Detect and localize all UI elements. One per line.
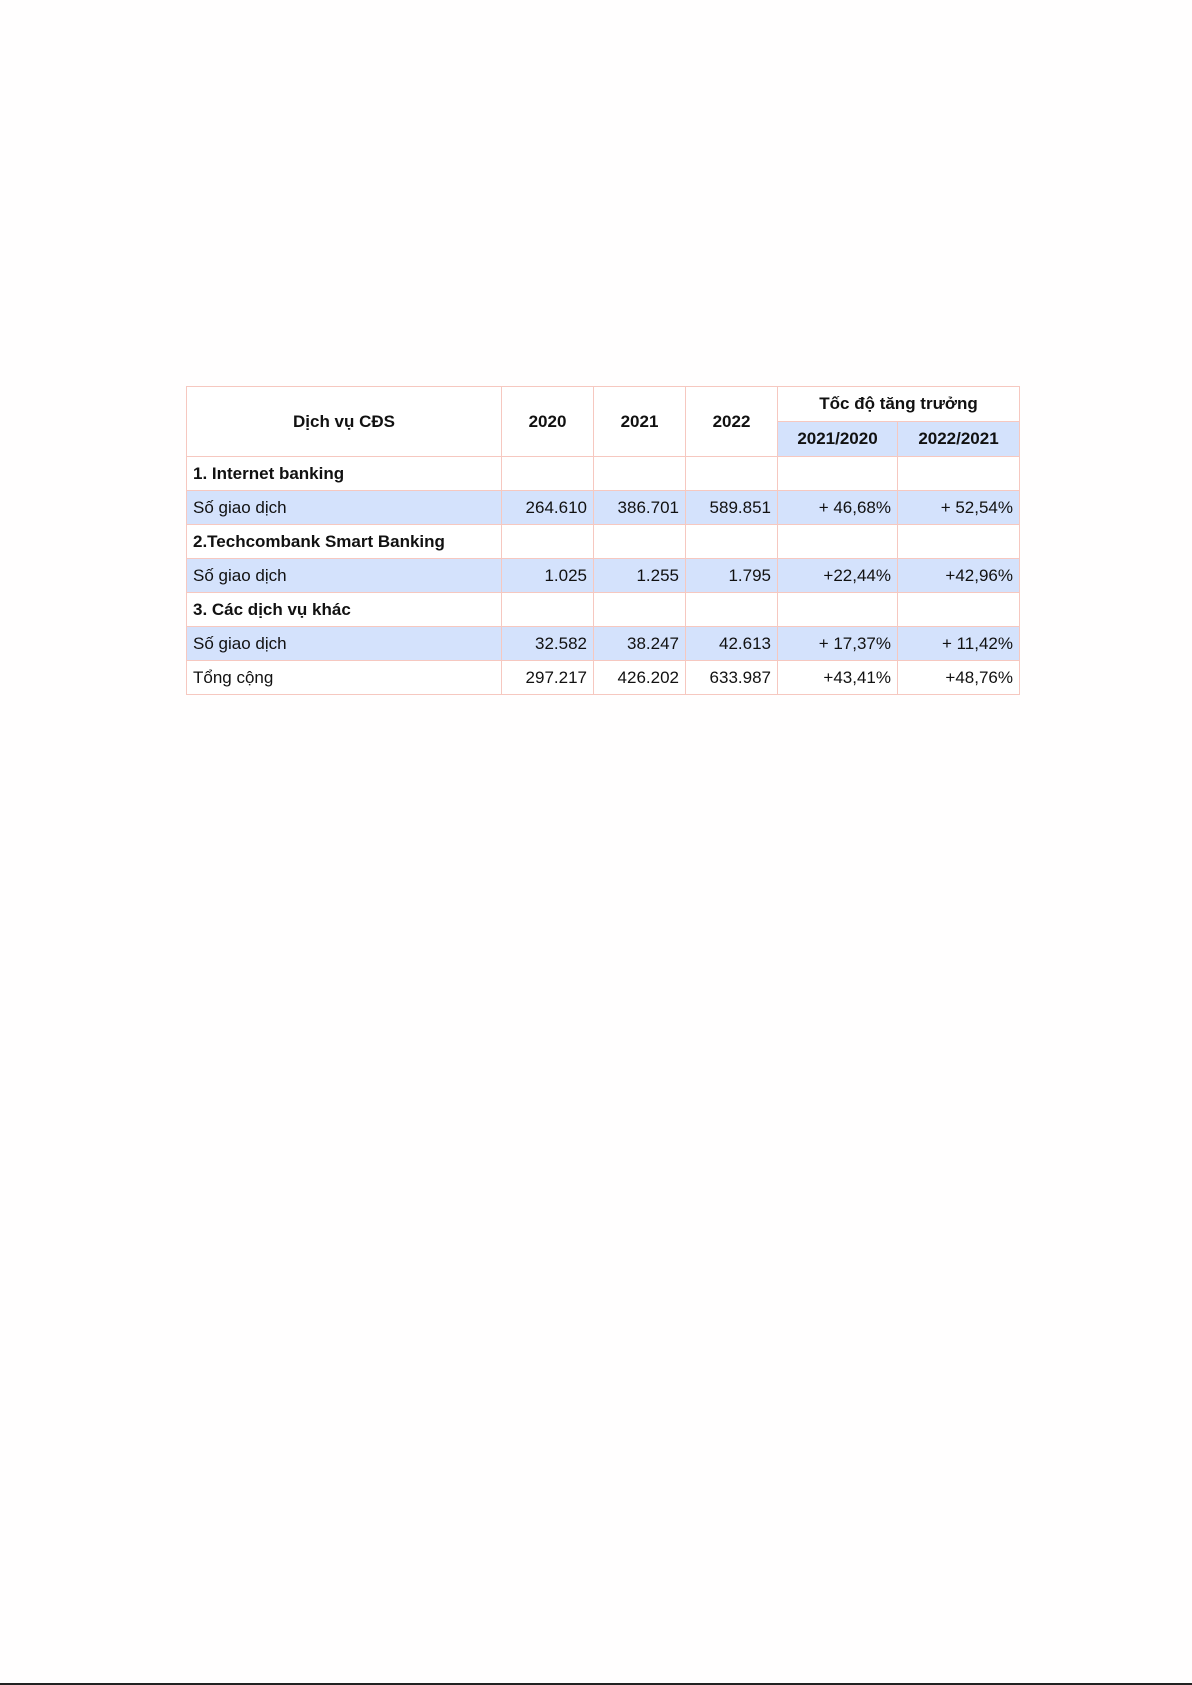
section-title: 1. Internet banking bbox=[187, 457, 502, 491]
growth-2022-2021: + 11,42% bbox=[898, 627, 1020, 661]
section-row bbox=[187, 525, 1020, 559]
value-2020: 1.025 bbox=[502, 559, 594, 593]
header-row-1 bbox=[187, 387, 1020, 422]
header-service: Dịch vụ CĐS bbox=[187, 387, 502, 457]
total-label: Tổng cộng bbox=[187, 661, 502, 695]
value-2022: 42.613 bbox=[686, 627, 778, 661]
value-2022: 1.795 bbox=[686, 559, 778, 593]
row-label: Số giao dịch bbox=[187, 627, 502, 661]
total-2022: 633.987 bbox=[686, 661, 778, 695]
total-2020: 297.217 bbox=[502, 661, 594, 695]
header-growth-2022-2021: 2022/2021 bbox=[898, 422, 1020, 457]
total-growth-2022-2021: +48,76% bbox=[898, 661, 1020, 695]
header-year-2020: 2020 bbox=[502, 387, 594, 457]
value-2021: 386.701 bbox=[594, 491, 686, 525]
growth-2022-2021: + 52,54% bbox=[898, 491, 1020, 525]
value-2020: 32.582 bbox=[502, 627, 594, 661]
section-row bbox=[187, 457, 1020, 491]
table-row bbox=[187, 627, 1020, 661]
header-year-2021: 2021 bbox=[594, 387, 686, 457]
value-2021: 38.247 bbox=[594, 627, 686, 661]
value-2022: 589.851 bbox=[686, 491, 778, 525]
row-label: Số giao dịch bbox=[187, 559, 502, 593]
header-growth-2021-2020: 2021/2020 bbox=[778, 422, 898, 457]
header-year-2022: 2022 bbox=[686, 387, 778, 457]
total-growth-2021-2020: +43,41% bbox=[778, 661, 898, 695]
growth-2021-2020: + 46,68% bbox=[778, 491, 898, 525]
row-label: Số giao dịch bbox=[187, 491, 502, 525]
total-2021: 426.202 bbox=[594, 661, 686, 695]
table-row bbox=[187, 491, 1020, 525]
growth-2021-2020: +22,44% bbox=[778, 559, 898, 593]
table-row bbox=[187, 559, 1020, 593]
growth-2021-2020: + 17,37% bbox=[778, 627, 898, 661]
total-row bbox=[187, 661, 1020, 695]
section-title: 2.Techcombank Smart Banking bbox=[187, 525, 502, 559]
digital-services-table bbox=[186, 386, 1020, 695]
section-row bbox=[187, 593, 1020, 627]
value-2020: 264.610 bbox=[502, 491, 594, 525]
section-title: 3. Các dịch vụ khác bbox=[187, 593, 502, 627]
value-2021: 1.255 bbox=[594, 559, 686, 593]
header-growth-group: Tốc độ tăng trưởng bbox=[778, 387, 1020, 422]
growth-2022-2021: +42,96% bbox=[898, 559, 1020, 593]
